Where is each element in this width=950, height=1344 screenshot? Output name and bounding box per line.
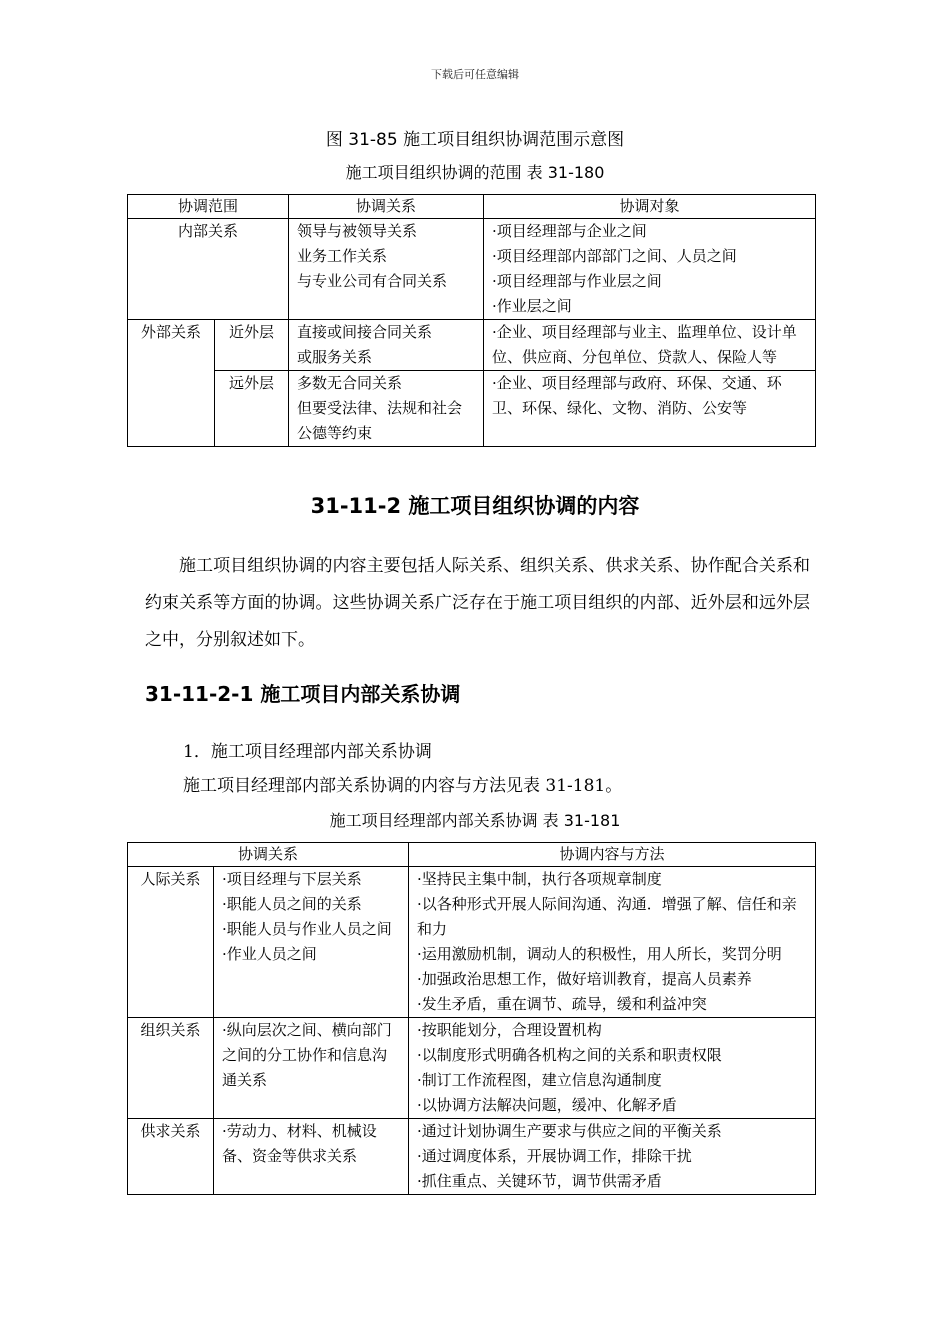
table-row xyxy=(128,1018,816,1119)
far-relations-cell xyxy=(289,371,484,447)
relation-desc-cell: ·纵向层次之间、横向部门之间的分工协作和信息沟通关系 xyxy=(214,1018,409,1119)
near-objects-cell: ·企业、项目经理部与业主、监理单位、设计单位、供应商、分包单位、贷款人、保险人等 xyxy=(484,320,816,371)
table1-header-object: 协调对象 xyxy=(484,195,816,219)
near-relations-cell xyxy=(289,320,484,371)
relation-desc-text: ·项目经理与下层关系 ·职能人员之间的关系 ·职能人员与作业人员之间 ·作业人员之间 xyxy=(222,870,392,963)
object-line: ·项目经理部与作业层之间 xyxy=(492,272,662,290)
relation-type-cell: 供求关系 xyxy=(128,1119,214,1195)
method-line: ·加强政治思想工作，做好培训教育，提高人员素养 xyxy=(417,970,752,988)
relation-line: 多数无合同关系 xyxy=(297,374,403,392)
relation-line: 与专业公司有合同关系 xyxy=(297,272,448,290)
table-row xyxy=(128,320,816,371)
relation-line: 直接或间接合同关系 xyxy=(297,323,433,341)
relation-line: 业务工作关系 xyxy=(297,247,388,265)
method-line: ·以制度形式明确各机构之间的关系和职责权限 xyxy=(417,1046,722,1064)
table-row xyxy=(128,219,816,320)
table1-header-row xyxy=(128,195,816,219)
internal-relations-cell xyxy=(289,219,484,320)
relation-line: 或服务关系 xyxy=(297,348,373,366)
far-layer-cell: 远外层 xyxy=(215,371,289,447)
method-line: ·制订工作流程图，建立信息沟通制度 xyxy=(417,1071,662,1089)
method-line: ·运用激励机制，调动人的积极性，用人所长，奖罚分明 xyxy=(417,945,782,963)
coordination-scope-table xyxy=(127,194,816,447)
methods-cell xyxy=(409,1018,816,1119)
table-row xyxy=(128,867,816,1018)
internal-coordination-table xyxy=(127,842,816,1195)
table2-caption: 施工项目经理部内部关系协调 表 31-181 xyxy=(329,811,621,830)
object-line: ·项目经理部内部部门之间、人员之间 xyxy=(492,247,737,265)
method-line: ·抓住重点、关键环节，调节供需矛盾 xyxy=(417,1172,662,1190)
table1-caption: 施工项目组织协调的范围 表 31-180 xyxy=(345,163,605,182)
methods-cell xyxy=(409,1119,816,1195)
object-line: ·作业层之间 xyxy=(492,297,572,315)
table2-header-method: 协调内容与方法 xyxy=(409,843,816,867)
relation-line: 但要受法律、法规和社会公德等约束 xyxy=(297,399,463,442)
relation-desc-cell: ·劳动力、材料、机械设备、资金等供求关系 xyxy=(214,1119,409,1195)
section-paragraph: 施工项目组织协调的内容主要包括人际关系、组织关系、供求关系、协作配合关系和约束关系等方面的协调。这些协调关系广泛存在于施工项目组织的内部、近外层和远外层之中，分别叙述如下。 xyxy=(145,556,810,650)
method-line: ·以协调方法解决问题，缓冲、化解矛盾 xyxy=(417,1096,677,1114)
relation-line: 领导与被领导关系 xyxy=(297,222,418,240)
list-item-text: 施工项目经理部内部关系协调的内容与方法见表 31-181。 xyxy=(183,776,623,796)
method-line: ·通过调度体系，开展协调工作，排除干扰 xyxy=(417,1147,692,1165)
table2-header-row xyxy=(128,843,816,867)
figure-caption: 图 31-85 施工项目组织协调范围示意图 xyxy=(325,130,625,150)
table1-header-relation: 协调关系 xyxy=(289,195,484,219)
method-line: ·以各种形式开展人际间沟通、沟通．增强了解、信任和亲和力 xyxy=(417,895,797,938)
table-row xyxy=(128,371,816,447)
object-line: ·项目经理部与企业之间 xyxy=(492,222,647,240)
list-item-title: 1．施工项目经理部内部关系协调 xyxy=(183,742,432,762)
method-line: ·通过计划协调生产要求与供应之间的平衡关系 xyxy=(417,1122,722,1140)
near-layer-cell: 近外层 xyxy=(215,320,289,371)
internal-scope-cell: 内部关系 xyxy=(128,219,289,320)
subsection-heading: 31-11-2-1 施工项目内部关系协调 xyxy=(145,682,461,706)
external-scope-cell: 外部关系 xyxy=(128,320,215,447)
table-row xyxy=(128,1119,816,1195)
relation-type-cell: 人际关系 xyxy=(128,867,214,1018)
method-line: ·坚持民主集中制，执行各项规章制度 xyxy=(417,870,662,888)
internal-objects-cell xyxy=(484,219,816,320)
far-objects-cell: ·企业、项目经理部与政府、环保、交通、环卫、环保、绿化、文物、消防、公安等 xyxy=(484,371,816,447)
methods-cell xyxy=(409,867,816,1018)
table1-header-scope: 协调范围 xyxy=(128,195,289,219)
section-heading: 31-11-2 施工项目组织协调的内容 xyxy=(310,494,640,518)
method-line: ·按职能划分，合理设置机构 xyxy=(417,1021,602,1039)
table2-header-relation: 协调关系 xyxy=(128,843,409,867)
relation-type-cell: 组织关系 xyxy=(128,1018,214,1119)
method-line: ·发生矛盾，重在调节、疏导，缓和利益冲突 xyxy=(417,995,707,1013)
relation-desc-cell xyxy=(214,867,409,1018)
header-note: 下载后可任意编辑 xyxy=(431,68,519,81)
